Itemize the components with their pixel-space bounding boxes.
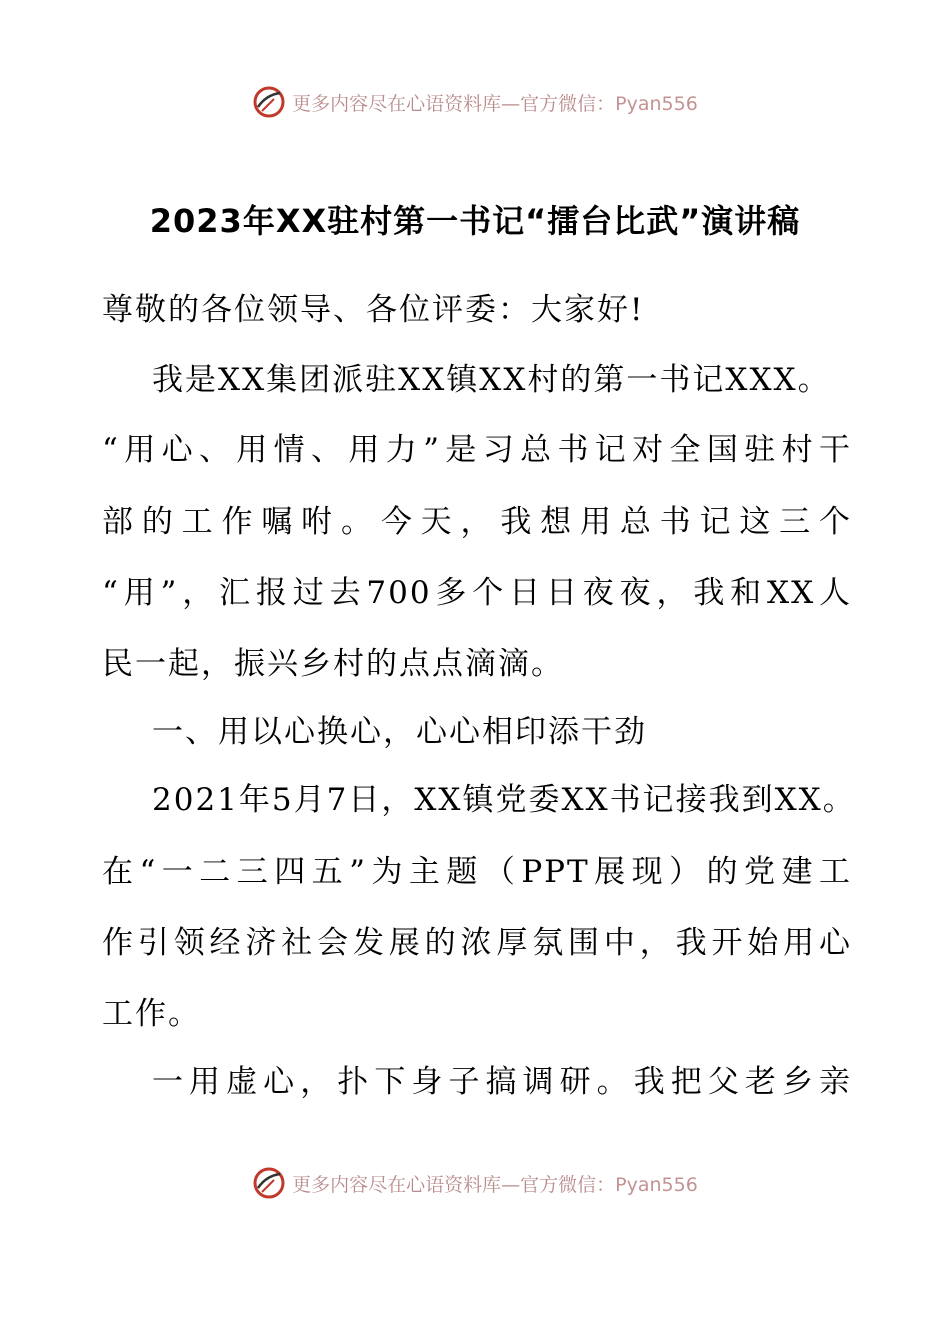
- body-line: 作引领经济社会发展的浓厚氛围中，我开始用心: [102, 925, 852, 961]
- watermark-wechat-id: Pyan556: [615, 92, 698, 115]
- body-line: 工作。: [102, 996, 201, 1032]
- body-line: “用”，汇报过去700多个日日夜夜，我和XX人: [102, 575, 852, 611]
- brand-logo-icon: [252, 1166, 286, 1200]
- section-heading: 一、用以心换心，心心相印添干劲: [152, 714, 647, 750]
- watermark-text: 更多内容尽在心语资料库—官方微信：Pyan556: [292, 1173, 698, 1196]
- watermark-text: 更多内容尽在心语资料库—官方微信：Pyan556: [292, 92, 698, 115]
- body-line: “用心、用情、用力”是习总书记对全国驻村干: [102, 432, 852, 468]
- body-line: 民一起，振兴乡村的点点滴滴。: [102, 646, 564, 682]
- body-line: 在“一二三四五”为主题（PPT展现）的党建工: [102, 854, 852, 890]
- body-line: 2021年5月7日，XX镇党委XX书记接我到XX。: [152, 782, 856, 818]
- document-title: 2023年XX驻村第一书记“擂台比武”演讲稿: [149, 202, 801, 240]
- body-line: 尊敬的各位领导、各位评委：大家好!: [102, 292, 645, 328]
- body-line: 我是XX集团派驻XX镇XX村的第一书记XXX。: [152, 362, 831, 398]
- header-watermark: [0, 82, 950, 122]
- brand-logo-icon: [252, 85, 286, 119]
- footer-watermark: [0, 1163, 950, 1203]
- body-line: 一用虚心，扑下身子搞调研。我把父老乡亲: [152, 1064, 852, 1100]
- watermark-wechat-id: Pyan556: [615, 1173, 698, 1196]
- body-line: 部的工作嘱咐。今天，我想用总书记这三个: [102, 504, 852, 540]
